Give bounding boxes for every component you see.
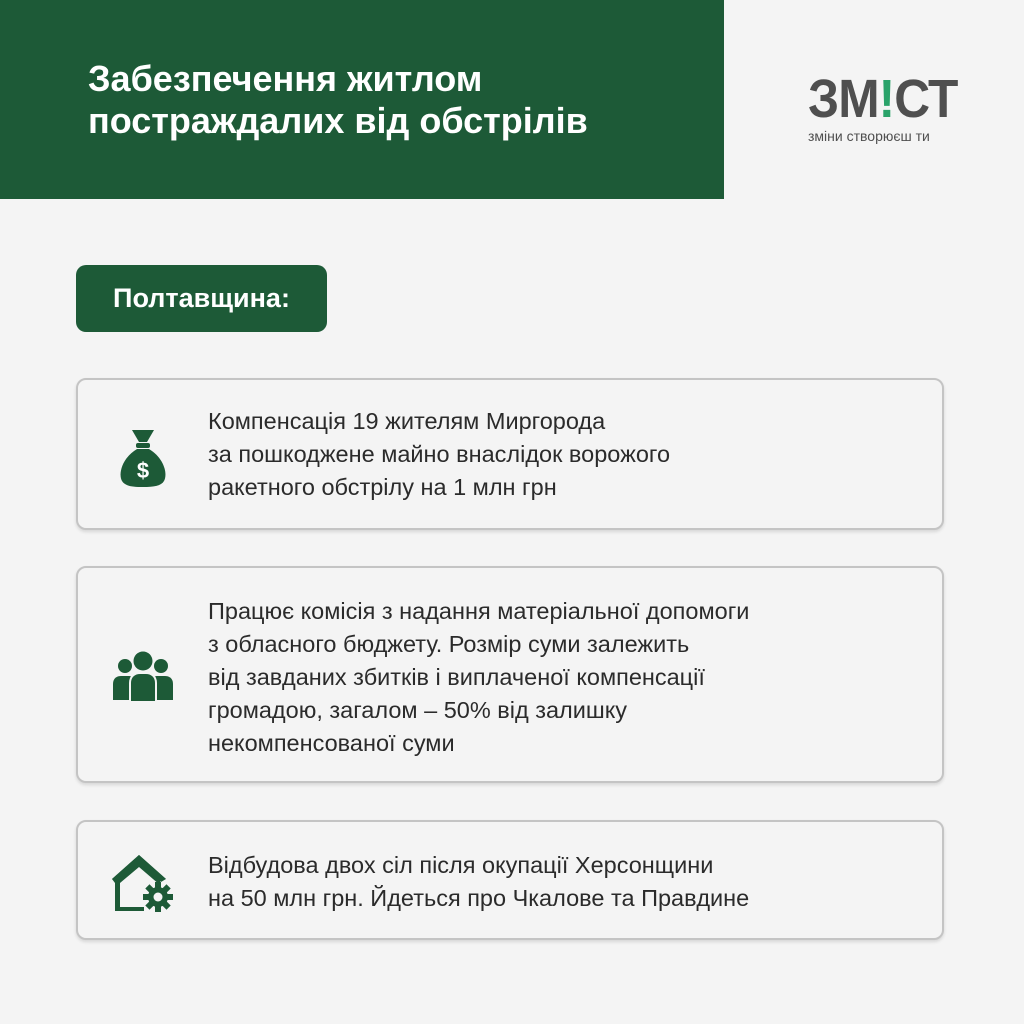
info-card-commission xyxy=(76,566,944,783)
page-title xyxy=(88,58,708,142)
card-text: Відбудова двох сіл після окупації Херсонщини на 50 млн грн. Йдеться про Чкалове та Правдине xyxy=(208,852,750,911)
card-text: Компенсація 19 жителям Миргорода за пошкоджене майно внаслідок ворожого ракетного обстрілу на 1 млн грн xyxy=(208,408,671,500)
card-text: Працює комісія з надання матеріальної допомоги з обласного бюджету. Розмір суми залежить від завданих збитків і виплаченої компенсації громадою, загалом – 50% від залишку некомпенсованої суми xyxy=(208,598,750,756)
logo-word-end: СТ xyxy=(894,69,958,129)
money-bag-icon xyxy=(110,424,176,490)
brand-logo xyxy=(808,69,958,144)
info-card-rebuilding xyxy=(76,820,944,940)
house-gear-icon xyxy=(110,849,176,915)
region-label: Полтавщина: xyxy=(76,265,327,332)
logo-word-accent: ! xyxy=(878,69,895,129)
page-title-line-1: Забезпечення житлом xyxy=(88,58,483,99)
people-group-icon xyxy=(110,644,176,710)
logo-word-start: ЗМ xyxy=(808,69,879,129)
logo-tagline: зміни створюєш ти xyxy=(808,128,930,144)
svg-text:$: $ xyxy=(136,458,150,483)
header-banner xyxy=(0,0,724,199)
page-title-line-2: постраждалих від обстрілів xyxy=(88,100,588,141)
logo-wordmark xyxy=(808,69,958,129)
info-card-compensation xyxy=(76,378,944,530)
